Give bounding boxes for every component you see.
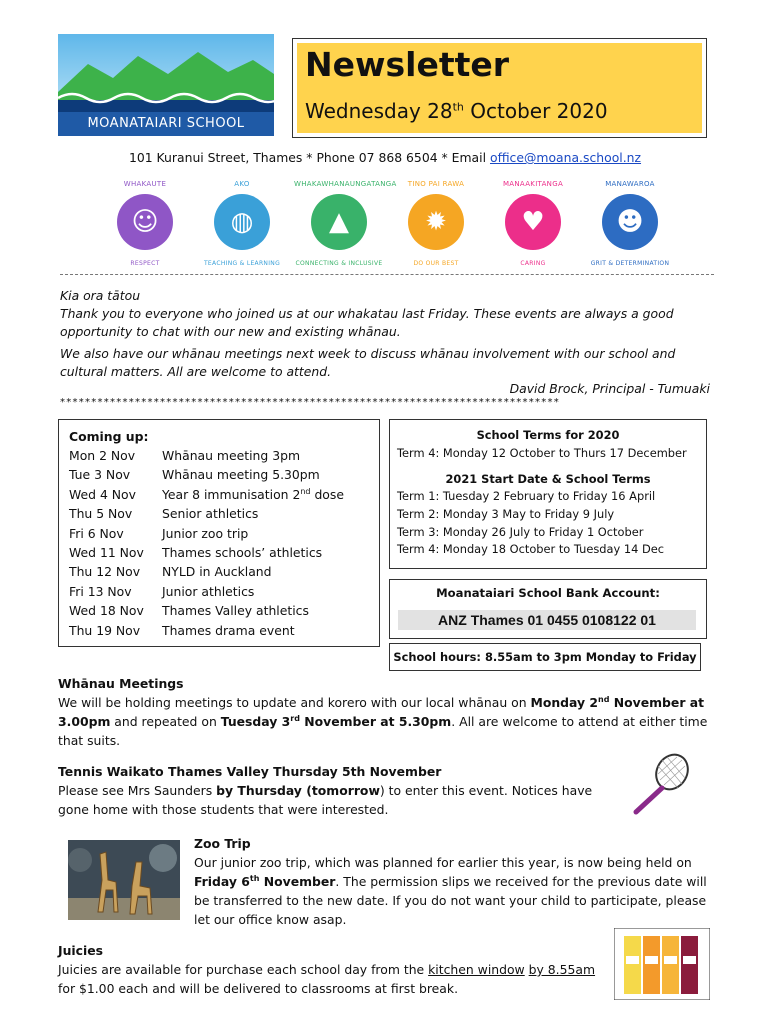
email-link[interactable]: office@moana.school.nz	[489, 150, 642, 165]
event-name: Whānau meeting 3pm	[162, 448, 301, 463]
school-hours: School hours: 8.55am to 3pm Monday to Friday	[389, 643, 701, 671]
event-date: Thu 12 Nov	[69, 564, 141, 580]
coming-up-heading: Coming up:	[69, 429, 149, 444]
juicies-image	[614, 928, 710, 1000]
value-badge	[488, 180, 578, 270]
mountain-faces-icon: ▲	[329, 207, 349, 237]
zoo-heading: Zoo Trip	[194, 836, 251, 851]
event-date: Thu 19 Nov	[69, 622, 141, 638]
giraffe-photo	[68, 840, 180, 920]
event-date: Wed 18 Nov	[69, 603, 144, 619]
value-maori-label: TINO PAI RAWA	[407, 180, 465, 188]
divider	[60, 274, 714, 275]
newsletter-date: Wednesday 28th October 2020	[305, 99, 608, 123]
newsletter-title: Newsletter	[305, 45, 510, 84]
value-badge	[391, 180, 481, 270]
value-english-label: CONNECTING & INCLUSIVE	[295, 260, 383, 267]
value-maori-label: MANAAKITANGA	[502, 180, 564, 188]
event-name: Thames Valley athletics	[162, 603, 309, 619]
event-date: Tue 3 Nov	[69, 467, 131, 483]
globe-faces-icon: ◍	[230, 207, 254, 237]
value-maori-label: WHAKAWHANAUNGATANGA	[294, 180, 397, 188]
zoo-section	[194, 834, 714, 929]
value-english-label: GRIT & DETERMINATION	[590, 260, 670, 267]
event-name: Whānau meeting 5.30pm	[162, 467, 320, 483]
intro-paragraph-2: We also have our whānau meetings next week to discuss whānau involvement with our school and cultural matters. All are welcome to attend.	[60, 346, 676, 379]
star-divider: ********************************************************************************	[60, 397, 560, 408]
principal-message	[60, 287, 710, 381]
kids-icon: ☻	[616, 207, 644, 237]
tennis-racket-image	[622, 752, 696, 818]
school-contact: 101 Kuranui Street, Thames * Phone 07 868 6504 * Email office@moana.school.nz	[128, 150, 642, 165]
term-row: Term 2: Monday 3 May to Friday 9 July	[397, 506, 615, 521]
juicies-text: Juicies are available for purchase each school day from the kitchen window by 8.55am for $1.00 each and will be delivered to classrooms at first break.	[58, 962, 596, 996]
event-date: Wed 11 Nov	[69, 545, 144, 560]
value-badge	[100, 180, 190, 270]
event-name: Senior athletics	[162, 506, 259, 522]
smiling-faces-icon: ☺	[131, 207, 159, 237]
bank-number: ANZ Thames 01 0455 0108122 01	[398, 610, 696, 630]
school-logo	[58, 34, 274, 138]
event-date: Fri 6 Nov	[69, 525, 124, 541]
title-box	[292, 38, 707, 138]
tennis-section	[58, 762, 598, 819]
juicies-section	[58, 941, 608, 998]
sun-icon: ✹	[425, 207, 447, 237]
intro-paragraph-1: Thank you to everyone who joined us at our whakatau last Friday. These events are always a good opportunity to chat with our new and existing whānau.	[60, 306, 674, 339]
value-badge	[585, 180, 675, 270]
value-maori-label: WHAKAUTE	[123, 180, 167, 188]
event-name: NYLD in Auckland	[162, 564, 272, 580]
event-date: Fri 13 Nov	[69, 583, 132, 599]
bank-label: Moanataiari School Bank Account:	[436, 586, 660, 600]
tennis-heading: Tennis Waikato Thames Valley Thursday 5th November	[58, 764, 442, 779]
value-maori-label: MANAWAROA	[605, 180, 655, 188]
event-name: Thames schools’ athletics	[162, 545, 323, 560]
school-terms-box	[389, 419, 707, 569]
value-badge	[197, 180, 287, 270]
term-row: Term 1: Tuesday 2 February to Friday 16 April	[397, 489, 656, 503]
whanau-text: We will be holding meetings to update and korero with our local whānau on Monday 2nd November at 3.00pm and repeated on Tuesday 3rd November at 5.30pm. All are welcome to attend at either time that suits.	[58, 694, 708, 748]
whanau-heading: Whānau Meetings	[58, 676, 184, 691]
tennis-text: Please see Mrs Saunders by Thursday (tomorrow) to enter this event. Notices have gone home with those students that were interested.	[58, 783, 593, 817]
juicies-heading: Juicies	[58, 943, 104, 958]
bank-account-box	[389, 579, 707, 639]
value-english-label: DO OUR BEST	[413, 260, 459, 267]
coming-up-box	[58, 419, 380, 647]
term-row: Term 4: Monday 18 October to Tuesday 14 Dec	[397, 542, 665, 557]
event-name: Year 8 immunisation 2nd dose	[162, 486, 344, 502]
school-name: MOANATAIARI SCHOOL	[58, 112, 274, 136]
terms-2021-heading: 2021 Start Date & School Terms	[445, 472, 651, 486]
value-badge	[294, 180, 397, 270]
term-row: Term 4: Monday 12 October to Thurs 17 December	[397, 446, 687, 460]
event-name: Junior zoo trip	[162, 525, 249, 541]
heart-icon: ♥	[521, 207, 545, 237]
value-english-label: CARING	[520, 260, 546, 267]
event-date: Wed 4 Nov	[69, 486, 136, 502]
value-english-label: TEACHING & LEARNING	[203, 260, 281, 267]
whanau-section	[58, 674, 708, 750]
zoo-text: Our junior zoo trip, which was planned for earlier this year, is now being held on Friday 6th November. The permission slips we received for the previous date will be transferred to the new date. If you do not want your child to participate, please let our office know asap.	[194, 855, 707, 927]
greeting: Kia ora tātou	[60, 288, 141, 303]
terms-2020-heading: School Terms for 2020	[476, 428, 620, 442]
principal-signature: David Brock, Principal - Tumuaki	[509, 381, 710, 396]
event-name: Junior athletics	[162, 583, 255, 599]
event-name: Thames drama event	[162, 622, 295, 638]
event-date: Thu 5 Nov	[69, 506, 133, 522]
term-row: Term 3: Monday 26 July to Friday 1 October	[397, 524, 644, 539]
value-maori-label: AKO	[234, 180, 250, 188]
event-date: Mon 2 Nov	[69, 448, 136, 463]
value-english-label: RESPECT	[130, 260, 160, 267]
